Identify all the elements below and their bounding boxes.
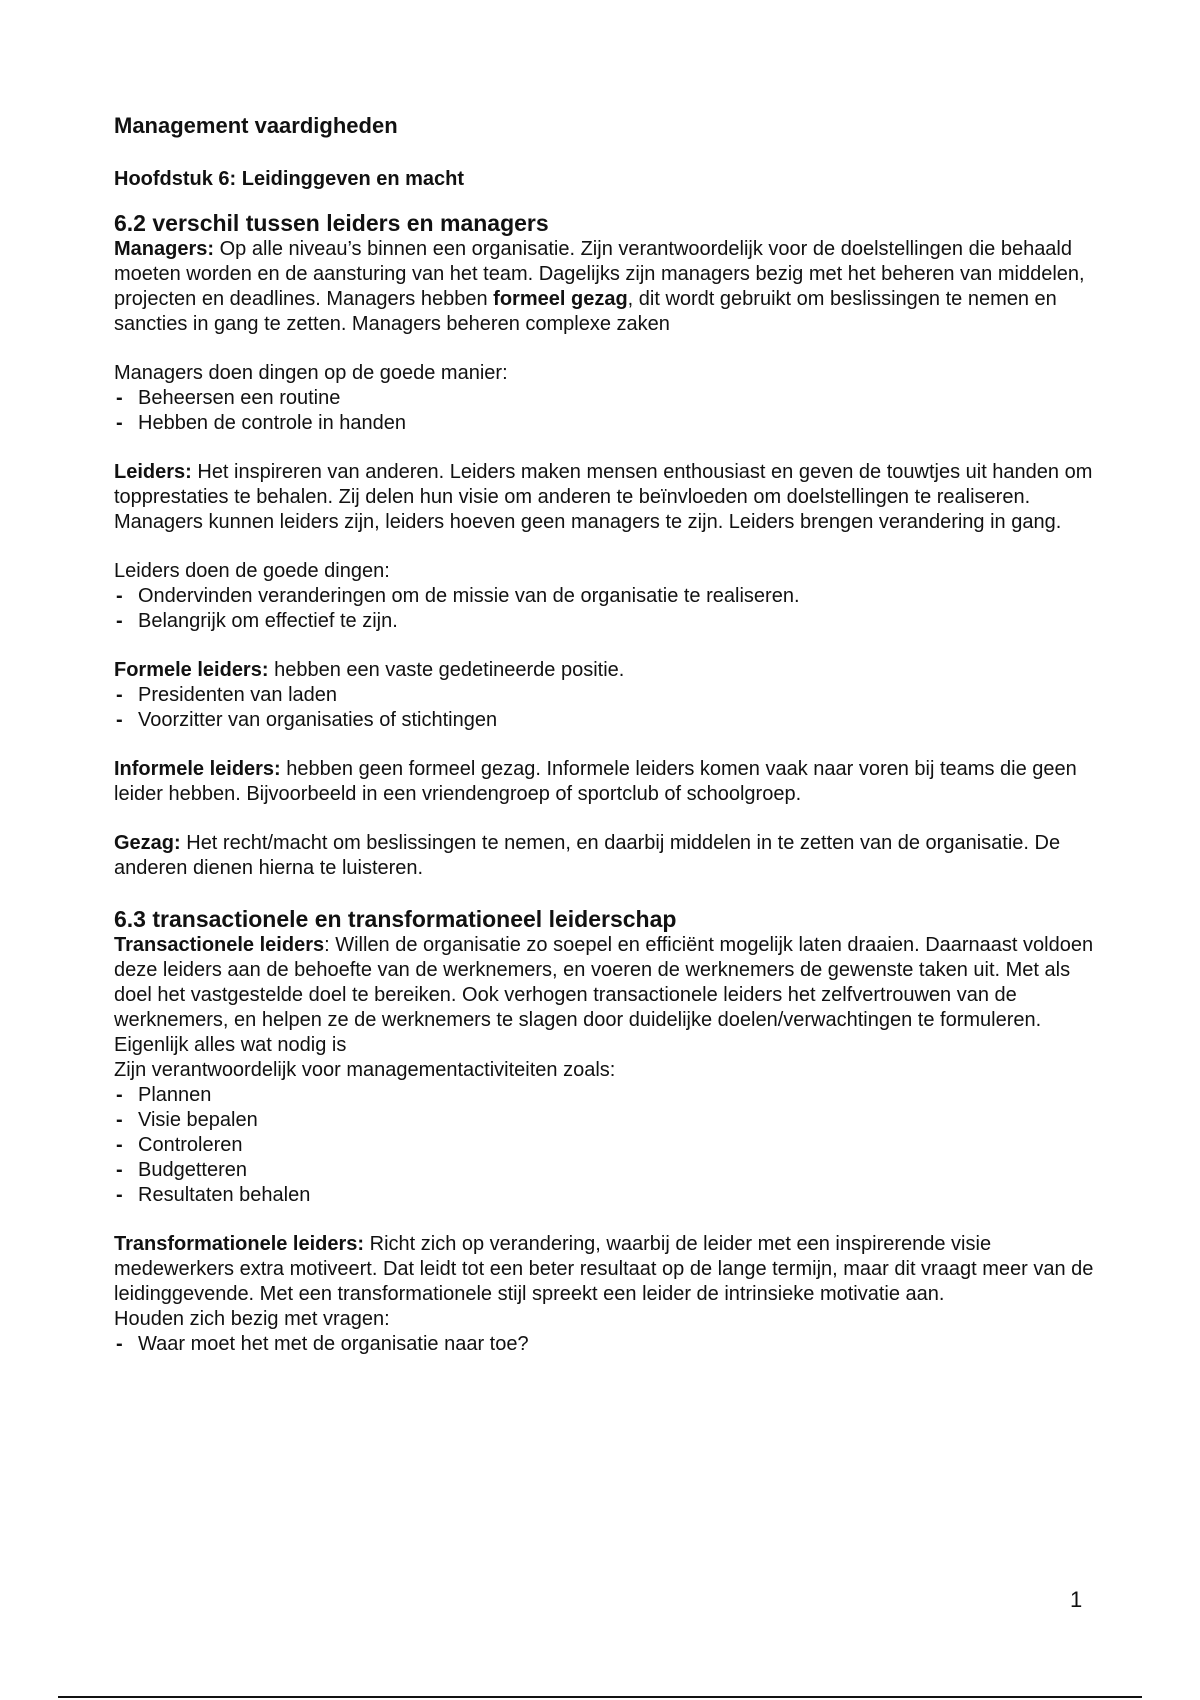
- list-item: - Voorzitter van organisaties of stichtingen: [114, 708, 1104, 733]
- formele-leiders-paragraph: [114, 658, 1104, 683]
- managers-term: Managers:: [114, 238, 215, 260]
- managers-text-1: Op alle niveau’s binnen een organisatie. Zijn verantwoordelijk voor de doelstellingen die behaald moeten worden en de aansturing van het team. Dagelijks zijn managers bezig met het beheren van middelen, projecten en deadlines. Managers hebben: [114, 238, 1085, 310]
- footer-divider: [58, 1696, 1142, 1698]
- document-title: Management vaardigheden: [114, 113, 398, 138]
- list-item: - Plannen: [114, 1083, 1104, 1108]
- transformationele-paragraph: [114, 1232, 1104, 1307]
- transactionele-term: Transactionele leiders: [114, 934, 325, 956]
- list-item: - Waar moet het met de organisatie naar toe?: [114, 1332, 1104, 1357]
- chapter-title: Hoofdstuk 6: Leidinggeven en macht: [114, 168, 465, 190]
- section-heading-6-2: 6.2 verschil tussen leiders en managers: [114, 210, 549, 236]
- managers-list: [114, 386, 1104, 436]
- list-item: - Visie bepalen: [114, 1108, 1104, 1133]
- managers-bold-phrase: formeel gezag: [493, 288, 628, 310]
- list-item: - Controleren: [114, 1133, 1104, 1158]
- gezag-text: Het recht/macht om beslissingen te nemen, en daarbij middelen in te zetten van de organisatie. De anderen dienen hierna te luisteren.: [114, 832, 1061, 879]
- leiders-paragraph: [114, 460, 1104, 535]
- managers-list-block: [114, 361, 1104, 436]
- transactionele-text: : Willen de organisatie zo soepel en efficiënt mogelijk laten draaien. Daarnaast voldoen deze leiders aan de behoefte van de werknemers, en voeren de werknemers de gewenste taken uit. Met als doel het vastgestelde doel te bereiken. Ook verhogen transactionele leiders het zelfvertrouwen van de werknemers, en helpen ze de werknemers te slagen door duidelijke doelen/verwachtingen te formuleren. Eigenlijk alles wat nodig is: [114, 934, 1094, 1056]
- leiders-term: Leiders:: [114, 461, 192, 483]
- list-item: - Presidenten van laden: [114, 683, 1104, 708]
- transformationele-list-intro: Houden zich bezig met vragen:: [114, 1308, 390, 1330]
- page-number: 1: [1070, 1587, 1083, 1612]
- leiders-list: [114, 584, 1104, 634]
- managers-list-intro: Managers doen dingen op de goede manier:: [114, 362, 508, 384]
- managers-paragraph: [114, 237, 1104, 337]
- informele-leiders-term: Informele leiders:: [114, 758, 281, 780]
- section-heading-6-3: 6.3 transactionele en transformationeel leiderschap: [114, 906, 677, 932]
- leiders-text: Het inspireren van anderen. Leiders maken mensen enthousiast en geven de touwtjes uit handen om topprestaties te behalen. Zij delen hun visie om anderen te beïnvloeden om doelstellingen te realiseren. Managers kunnen leiders zijn, leiders hoeven geen managers te zijn. Leiders brengen verandering in gang.: [114, 461, 1093, 533]
- list-item: - Ondervinden veranderingen om de missie van de organisatie te realiseren.: [114, 584, 1104, 609]
- transformationele-block: [114, 1232, 1104, 1357]
- transactionele-list: [114, 1083, 1104, 1208]
- informele-leiders-paragraph: [114, 757, 1104, 807]
- formele-leiders-text: hebben een vaste gedetineerde positie.: [268, 659, 625, 681]
- transactionele-paragraph: [114, 933, 1104, 1058]
- managers-text-2: , dit wordt gebruikt om beslissingen te nemen en sancties in gang te zetten. Managers beheren complexe zaken: [114, 288, 1057, 335]
- transactionele-list-intro: Zijn verantwoordelijk voor managementactiviteiten zoals:: [114, 1059, 616, 1081]
- formele-leiders-block: [114, 658, 1104, 733]
- leiders-list-block: [114, 559, 1104, 634]
- gezag-paragraph: [114, 831, 1104, 881]
- formele-leiders-list: [114, 683, 1104, 733]
- transformationele-text: Richt zich op verandering, waarbij de leider met een inspirerende visie medewerkers extra motiveert. Dat leidt tot een beter resultaat op de lange termijn, maar dit vraagt meer van de leidinggevende. Met een transformationele stijl spreekt een leider de intrinsieke motivatie aan.: [114, 1233, 1094, 1305]
- list-item: - Resultaten behalen: [114, 1183, 1104, 1208]
- list-item: - Beheersen een routine: [114, 386, 1104, 411]
- informele-leiders-text: hebben geen formeel gezag. Informele leiders komen vaak naar voren bij teams die geen leider hebben. Bijvoorbeeld in een vriendengroep of sportclub of schoolgroep.: [114, 758, 1077, 805]
- list-item: - Belangrijk om effectief te zijn.: [114, 609, 1104, 634]
- list-item: - Hebben de controle in handen: [114, 411, 1104, 436]
- transactionele-block: [114, 933, 1104, 1208]
- transformationele-term: Transformationele leiders:: [114, 1233, 365, 1255]
- list-item: - Budgetteren: [114, 1158, 1104, 1183]
- transformationele-list: [114, 1332, 1104, 1357]
- document-page: [114, 112, 1104, 1357]
- gezag-term: Gezag:: [114, 832, 181, 854]
- formele-leiders-term: Formele leiders:: [114, 659, 269, 681]
- leiders-list-intro: Leiders doen de goede dingen:: [114, 560, 390, 582]
